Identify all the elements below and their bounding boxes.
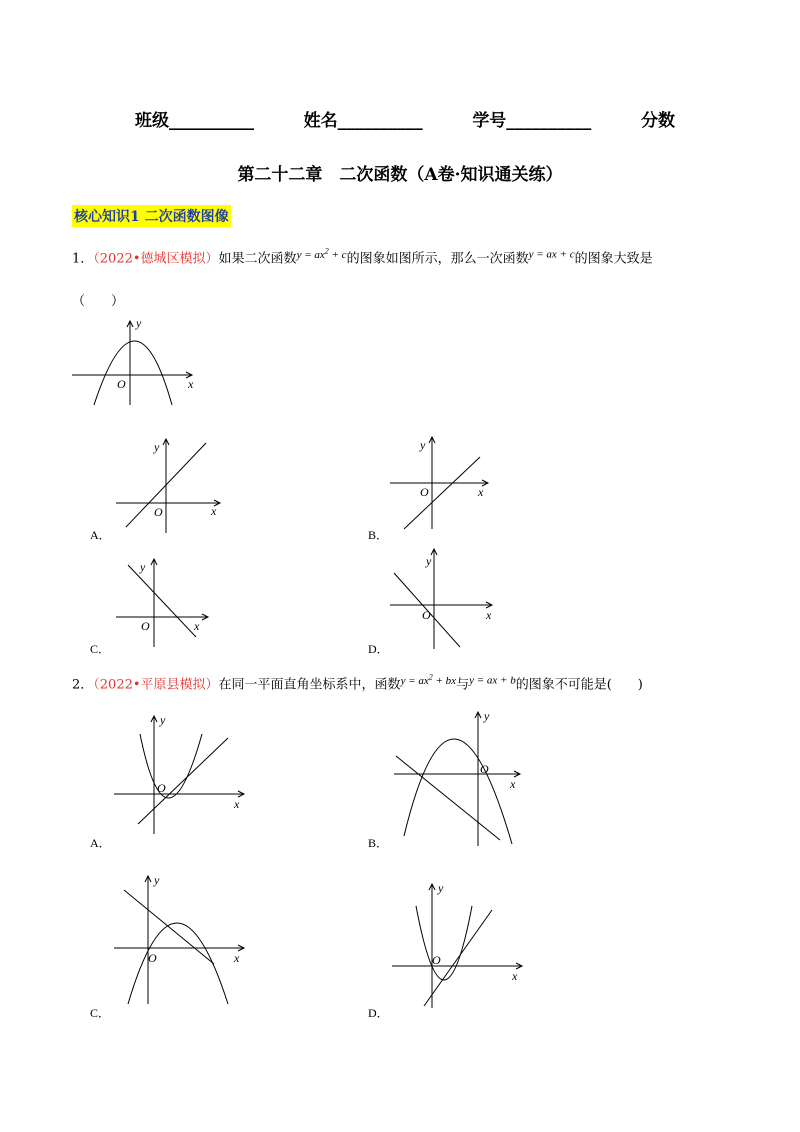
question-number: 2． [72, 677, 94, 693]
x-axis-label: x [211, 504, 217, 518]
x-axis-label: x [486, 608, 492, 622]
q2-option-c-label: C． [90, 1006, 111, 1020]
q2-option-d-label: D． [368, 1006, 389, 1020]
x-axis-label: x [234, 951, 240, 965]
line-graph [404, 457, 480, 529]
line-graph [124, 890, 214, 964]
y-axis-label: y [154, 873, 160, 887]
class-field-label: 班级__________ [135, 111, 254, 131]
q1-option-c-label: C． [90, 642, 111, 656]
y-axis-label: y [484, 709, 490, 723]
origin-label: O [480, 762, 489, 776]
question-source: （2022•德城区模拟） [93, 251, 219, 267]
origin-label: O [117, 377, 126, 391]
question-1-text: 1．（2022•德城区模拟）如果二次函数$^{y = ax^2 + c}$的图象如图所示，那么一次函数$^{y = ax + c}$的图象大致是 [72, 246, 653, 267]
answer-blank: （ ） [72, 294, 125, 309]
line-graph [128, 565, 196, 637]
x-axis-label: x [512, 969, 518, 983]
question-2-text: 2．（2022•平原县模拟）在同一平面直角坐标系中，函数$^{y = ax^2 + bx}$与$^{y = ax + b}$的图象不可能是( ) [72, 672, 643, 693]
x-axis-label: x [478, 485, 484, 499]
section-heading: 核心知识1 二次函数图像 [72, 205, 231, 227]
formula: y = ax + c [528, 248, 575, 261]
line-graph [138, 738, 228, 824]
y-axis-label: y [160, 713, 166, 727]
q2-option-a-label: A． [90, 836, 111, 850]
q1-option-b-graph [388, 433, 508, 533]
score-field-label: 分数 [640, 111, 675, 131]
y-axis-label: y [140, 560, 146, 574]
origin-label: O [157, 781, 166, 795]
question-source: （2022•平原县模拟） [93, 677, 219, 693]
q1-option-a-label: A． [90, 528, 111, 542]
y-axis-label: y [420, 438, 426, 452]
student-id-field-label: 学号__________ [472, 111, 592, 131]
q1-option-b-label: B． [368, 528, 389, 542]
y-axis-label: y [154, 440, 160, 454]
origin-label: O [141, 619, 150, 633]
y-axis-label: y [136, 316, 142, 330]
q1-option-a-graph [108, 435, 228, 535]
q1-option-c-graph [108, 555, 223, 650]
origin-label: O [432, 953, 441, 967]
q2-option-a-graph [110, 712, 250, 837]
q2-option-b-graph [390, 708, 530, 848]
q1-option-d-graph [388, 545, 503, 655]
y-axis-label: y [438, 881, 444, 895]
formula: y = ax + b [469, 674, 516, 687]
parabola-curve [140, 734, 202, 798]
origin-label: O [422, 608, 431, 622]
answer-blank: ( ) [606, 677, 643, 693]
q1-parabola-graph [70, 315, 210, 410]
question-number: 1． [72, 251, 94, 267]
formula: y = ax2 + bx [400, 672, 457, 687]
parabola-curve [404, 739, 512, 844]
parabola-curve [416, 906, 472, 980]
q2-option-d-graph [388, 880, 528, 1010]
q1-option-d-label: D． [368, 642, 389, 656]
page-title: 第二十二章 二次函数（A卷·知识通关练） [237, 165, 563, 185]
origin-label: O [154, 505, 163, 519]
q2-option-b-label: B． [368, 836, 389, 850]
x-axis-label: x [188, 377, 194, 391]
x-axis-label: x [510, 777, 516, 791]
origin-label: O [148, 951, 157, 965]
origin-label: O [420, 485, 429, 499]
name-field-label: 姓名__________ [303, 111, 423, 131]
x-axis-label: x [234, 797, 240, 811]
formula: y = ax2 + c [296, 246, 347, 261]
y-axis-label: y [426, 554, 432, 568]
parabola-curve [94, 341, 172, 405]
x-axis-label: x [194, 619, 200, 633]
student-info-row [135, 106, 675, 131]
q2-option-c-graph [110, 872, 250, 1007]
